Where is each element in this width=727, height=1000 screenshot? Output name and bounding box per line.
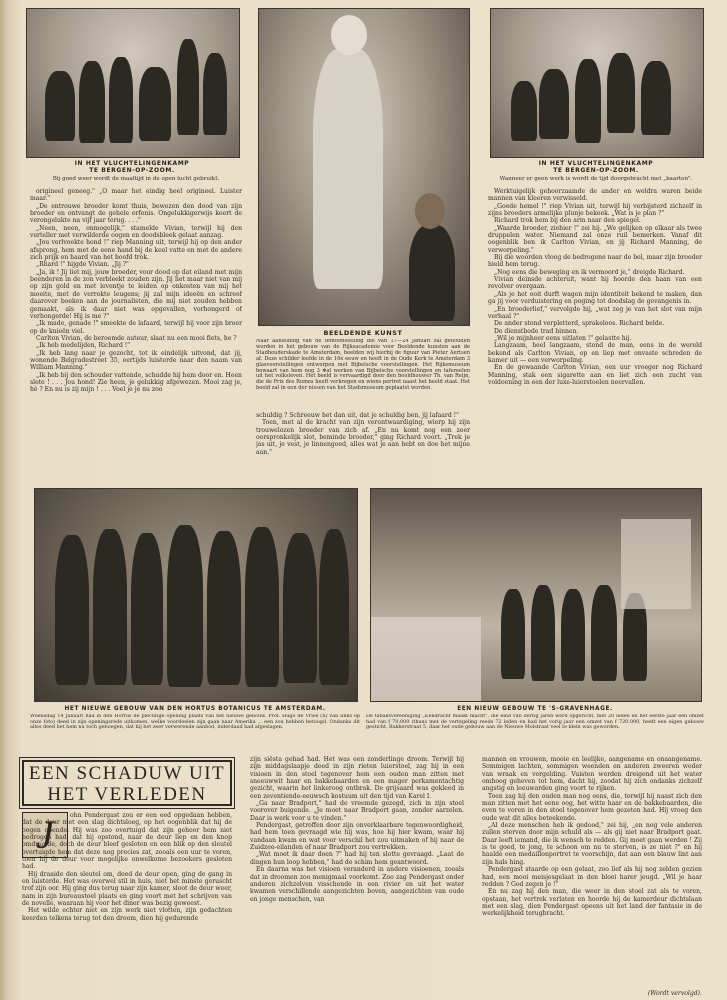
story-column-bottom-3: [482, 756, 702, 990]
story-paragraph: De ander stond verpletterd, sprakeloos. Richard belde.: [494, 320, 665, 328]
story-paragraph: Hij draaide den sleutel om, deed de deur open, ging de gang in en luisterde. Het was overwel stil in huis, niet het minste geruscht trof zijn oor. Hij ging dus terug naar zijn kamer, sloot de deur weer, nam in zijn bureaustoel plaats en ging voort met het schrijven van de novelle, waaraan hij voor het diner was bezig geweest.: [22, 870, 232, 908]
refugee-camp-photo-left: [26, 8, 240, 158]
camp-right-caption-sub: Wanneer er geen werk is wordt de tijd doorgebracht met „kaarten".: [499, 176, 693, 182]
story-paragraph: „Als je het ooit durft wagen mijn identiteit bekend te maken, dan ga jij voor verduistering en poging tot doodslag de gevangenis in.: [488, 290, 702, 306]
story-paragraph: Het wilde echter niet en zijn werk niet vlotten, zijn gedachten keerden telkens terug tot den droom, dien hij gedurende: [22, 907, 232, 922]
story-paragraph: „De entrouwe broeder komt thuis, bewezen den dood van zijn broeder en ontvangt de gehele erfenis. Ongelukkigerwijs keert de verongelukte na vijf jaar terug. . . .": [30, 202, 242, 225]
story-paragraph: „Ga naar Bradport," had de vreemde gezegd, zich in zijn stoel voorover buigende. „Je moet naar Bradport gaan, zonder aarzelen. Daar is werk voor u te vinden.": [250, 800, 464, 822]
story-paragraph: origineel geneeg." „O maar het eindig heel origineel. Luister maar.": [30, 188, 242, 203]
story-paragraph: Vivian deinsde achteruit, want hij hoorde den haan van een revolver overgaan.: [488, 276, 702, 291]
story-paragraph: „Goede hemel !" riep Vivian uit, terwijl hij verbijsterd zichzelf in zijns broeders armelijke plunje bekeek. „Wat is je plan ?": [488, 202, 702, 218]
story-paragraph: Richard trok hem bij den arm naar den spiegel.: [494, 217, 641, 225]
story-paragraph: „Jou verlvoekte hond !" riep Manning uit, terwijl hij op den ander afsprong, hem met de eene hand bij de keel vatte en met de andere zich prijk en haard van het hoofd trok.: [30, 239, 242, 262]
story-paragraph: „Ja, ik ! Jij liet mij, jouw broeder, voor dood op dat eiland met mijn beenderen in de zon verbleekt zouden zijn. Jij liet maar niet van mij op zijn gold en met leventje te leiden op onkosten van mij het moeite, met de verrokte leugens; jij zal mijn ideeën en schreef daarover boeken aan de journalisten, die mij niet zouden hebben gemaakt, als ik daar niet was opgevallen, verhongerd of verhongerde! Hij is me ?": [30, 268, 242, 320]
camp-left-caption-title: IN HET VLUCHTELINGENKAMP TE BERGEN-OP-ZOOM.: [74, 160, 190, 174]
story-paragraph: „Wat moet ik daar doen ?" had hij ten slotte gevraagd. „Laat de dingen hun loop hebben," had de schim hem geantwoord.: [250, 851, 464, 866]
story-paragraph: „Waarde broeder, ziehier !" zei hij. „We gelijken op elkaar als twee druppelen water. Niemand zal onze ruil bemerken. Vanaf dit oogenblik ben ik Carlton Vivian, en jij Richard Manning, de verworpeling.": [488, 224, 702, 254]
gravenhage-caption-text: De tabaksvereeniging „Eendracht maakt macht", die eind van dertig jaren werd opgericht, met 20 leden en het eerste jaar een omzet had van f 70.000 (thans met de vertegeling reeds 72 leden en had het vorig jaar een omzet van f 720.000, heeft een eigen gebouw gesticht, Bakkerstraat 5, daar het oude gebouw aan de Nieuwe Molstraat veel te klein was geworden.: [366, 714, 704, 731]
story-column-top-middle: [256, 412, 470, 484]
story-paragraph: Langzaam, heel langzaam, stond de man, eens in de wereld bekend als Carlton Vivian, op en liep met onvaste schreden de kamer uit — een verworpeling.: [488, 342, 702, 364]
drop-cap: J: [22, 812, 68, 858]
to-be-continued: (Wordt vervolgd).: [647, 990, 702, 997]
art-caption-title: BEELDENDE KUNST: [323, 329, 403, 337]
headline-line-2: HET VERLEDEN: [47, 784, 207, 805]
story-paragraph: zijn siësta gehad had. Het was een zonderlinge droom. Terwijl hij zijn middagslaapje deed in zijn rieten luierstoel, zag hij in een visioen in den stoel tegenover hem een ouden man zitten met sneeuwwit haar en bakkebaarden en een mager perkamentachtig gezicht, waarin het linkeroog ontbrak. De grijsaard was gekleed in een zeventiende-eeuwsch kostuum uit den tijd van Karel I.: [250, 756, 464, 800]
story-paragraph: „Ik made, genade !" smeekte de lafaard, terwijl hij voor zijn broer op de knieën viel.: [30, 320, 242, 335]
story-paragraph: Werktuigelijk gehoorzaamde de ander en weldra waren beide mannen van kleeren verwisseld.: [488, 188, 702, 203]
story-column-bottom-1: [22, 812, 232, 998]
hortus-caption-title: HET NIEUWE GEBOUW VAN DEN HORTUS BOTANICUS TE AMSTERDAM.: [64, 706, 326, 712]
story-paragraph: Carlton Vivian, de beroemde auteur, slaat nu een mooi fiets, he ?: [36, 334, 237, 342]
art-caption-text: Naar aanleiding van de tentoonstelling die van 17—24 Januari zal gehouden worden in het gebouw van de Rijksacademie voor Beeldende kunsten aan de Stadhouderskade te Amsterdam, beelden wij hierbij de figuur van Pieter Aertsen af. Deze schilder leefde in de 16e eeuw en heeft in de Oude Kerk te Amsterdam 3 glasvoorstellingen ontworpen met Bijbelsche voorstellingen. Het Rijksmuseum bewaart van hem nog 3 ✻al werken van Bijbelsche voorstellingen en tafereelen uit het volksleven. Het beeld is vervaardigd door den beeldhouwer Th. van Reijn, die de Prix des Romes heeft verkregen en wiens portret naast het beeld staat. Het beeld zal in een der nissen van het Stadsmuseum geplaatst worden.: [256, 339, 470, 392]
story-paragraph: „Nog eens die beweging en ik vermoord je," dreigde Richard.: [494, 268, 685, 276]
story-paragraph: Toen zag hij den ouden man nog eens, die, terwijl hij naast zich den man zitten met het eene oog, het witte haar en de bakkebaarden, die even te voren in den stoel tegenover hem gezeten had. Hij vroeg den oude wat dit alles beteekende.: [482, 792, 702, 822]
hortus-group-photo: [34, 488, 358, 702]
story-paragraph: ohn Pendergast zou er een eed opgedaan hebben, dat de deur met een slag dichtsloeg, op het oogenblik dat hij de oogen opende. Hij was zoo overtuigd dat zijn gehoor hem niet bedrogen had, dat hij opstond, naar de deur liep en den knop omdraaide, doch de deur bleef gesloten en een blik op den sleutel overtuigde hem dat deze nog precies zat, zooals een uur te voren, toen hij de deur voor mogelijke onwelkome bezoekers gesloten had.: [22, 812, 232, 871]
camp-left-caption-sub: Bij goed weer wordt de maaltijd in de open lucht gebruikt.: [52, 176, 220, 182]
gravenhage-interior-photo: [370, 488, 702, 702]
story-headline: [22, 760, 232, 806]
story-paragraph: „Al deze menschen heb ik gedood," zei hij, „en nog vele anderen zullen sterven door mijn schuld als — als gij niet naar Bradport gaat. Daar leeft iemand, die ik wensch te redden. Gij moet gaan werden ! Zij is te goed, te jong, te schoon om nu te sterven, is ze niet ?" en hij haalde een medaillonportret te voorschijn, dat aan een blauw lint aan zijn hals hing.: [482, 822, 702, 866]
story-paragraph: Bij die woorden vloog de bedrogene naar de bel, maar zijn broeder hield hem terug.: [488, 254, 702, 269]
story-paragraph: „Ik heb medelijden, Richard !": [36, 342, 131, 350]
story-paragraph: „Rhard !" hijgde Vivian. „Jij ?": [36, 261, 129, 269]
statue-photo: [258, 8, 470, 326]
story-paragraph: schuldig ? Schreeuw het dan uit, dat je schuldig ben, jij lafaard !": [256, 412, 459, 419]
hortus-caption-text: Woensdag 14 Januari had in den Hortus de plechtige opening plaats van het nieuwe gebouw. Prof. Hugo de Vries (X) van links op onze foto) deed in zijn openingsrede uitkomen, welke voordeelen zijn gaan naar Amerika ... een zou hebben betoogd. Ondanks dit alles deed het hem nu toch genoegen, dat hij het zeer verwerende aanbod, inderdaad had afgeslagen.: [30, 714, 360, 731]
story-paragraph: „Neen, neen, onmogelijk," stamelde Vivian, terwijl hij den verteller met verwilderde oogen en doodsbleek gelaat aanzag.: [30, 224, 242, 240]
story-paragraph: Pendergast, getroffen door zijn onverklaarbare tegenwoordigheid, had hem toen gevraagd wie hij was, hoe hij hier kwam, waar hij vandaan kwam en wat voor verschil het zou uitmaken of hij naar de Zuidzee-eilanden of naar Bradport zou vertrekken.: [250, 822, 464, 852]
story-paragraph: En nu zag hij den man, die weer in den stoel zat als te voren, opstaan, het vertrek verlaten en hoorde hij de kamerdeur dichtslaan met een slag, dien Pendergast opeens uit het land der fantasie in de werkelijkheid terugbracht.: [482, 888, 702, 918]
gravenhage-caption-title: EEN NIEUW GEBOUW TE 'S-GRAVENHAGE.: [457, 706, 613, 712]
story-column-bottom-2: [250, 756, 464, 998]
story-paragraph: En de gewaande Carlton Vivian, een uur vroeger nog Richard Manning, stak een sigarette aan en liet zich een zucht van voldoening in een der luxe-luierstoelen neervallen.: [488, 364, 702, 386]
refugee-camp-photo-right: [490, 8, 704, 158]
story-paragraph: „Ik heb lang naar je gezocht, tot ik eindelijk uitvond, dat jij, wonende Belgradestreet 35, eertijds luisterde naar den naam van William Manning.": [30, 349, 242, 372]
story-column-top-right: [488, 188, 702, 484]
story-paragraph: En daarna was het visioen veranderd in andere visioenen, zooals dat in droomen zoo menigmaal voorkomt. Zoo zag Pendergast onder anderen zichzelven visschende in een rivier en uit het water kwamen verschillende aangezichten boven, aangezichten van oude en jonge menschen, van: [250, 866, 464, 903]
story-paragraph: Toen, met al de kracht van zijn verontwaardiging, wierp hij zijn trouwelozen broeder van zich af. „En nu komt nog een zeer oorspronkelijk slot, beminde broeder," ging Richard voort. „Trek je jas uit, je vest, je linnengoed, alles wat je aan hebt en doe het mijne aan.": [256, 419, 470, 456]
story-paragraph: De dienstbode trad binnen.: [494, 327, 579, 335]
story-paragraph: „Ik heb bij den schouder vattende, schudde hij hem door en. Heen slete ! . . . Jou hond! Zie heen, je gelukkig afgewezen. Mooi zag je, hè ? En nu is zij mijn ! . . . Voel je je nu zoo: [30, 371, 242, 394]
headline-line-1: EEN SCHADUW UIT: [28, 763, 226, 784]
story-paragraph: mannen en vrouwen, mooie en leelijke, aangename en onaangename. Sommigen lachten, sommigen weenden en anderen zweeren weder van wraak en vergelding. Vuisten werden dreigend uit het water omhoog geheven tot hem, dacht hij, zoodat hij zich ondanks zichzelf angstig en leeuwarden ging voort te rijken.: [482, 756, 702, 793]
story-paragraph: „Wil je mijnheer eens uitlaten !" gelastte hij.: [494, 334, 632, 342]
story-paragraph: „En broederlief," vervolgde hij, „wat zeg je van het slot van mijn verhaal ?": [488, 305, 702, 320]
story-column-top-left: [30, 188, 242, 484]
story-paragraph: Pendergast staarde op een gelaat, zoo lief als hij nog zelden gezien had, een mooi meisjesgelaat in den bloei harer jeugd. „Wil je haar redden ? God zegen je !": [482, 866, 702, 888]
camp-right-caption-title: IN HET VLUCHTELINGENKAMP TE BERGEN-OP-ZOOM.: [538, 160, 654, 174]
